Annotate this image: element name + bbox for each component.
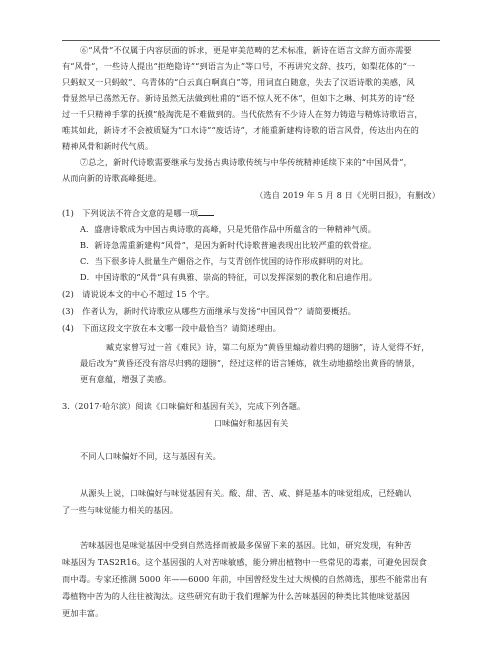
article-para-2-line-1: 从源头上说，口味偏好与味觉基因有关。酸、甜、苦、咸、鲜是基本的味觉组成，已经确认: [80, 488, 412, 498]
para6-line-3: 只蚂蚁又一只蚂蚁”、乌青体的“白云真白啊真白”等，用词直白随意，失去了汉语诗歌的美感，风: [62, 77, 415, 87]
para7-line-1: ⑦总之，新时代诗歌需要继承与发扬古典诗歌传统与中华传统精神延续下来的“中国风骨”，: [80, 157, 412, 167]
q4-quote-line-2: 最后改为“黄昏还没有溶尽归鸦的翅膀”，经过这样的语言锤炼，就生动地描绘出黄昏的情景，: [80, 358, 421, 368]
option-a: A．盛唐诗歌成为中国古典诗歌的高峰，只是凭借作品中所蕴含的一种精神气质。: [80, 224, 377, 234]
question-1: [62, 207, 214, 219]
article-para-3-line-3: 而中毒。专家还推测 5000 年——6000 年前，中国曾经发生过大规模的自然筛选，那些不能常出有: [62, 574, 428, 584]
q4-quote-line-3: 更有意蕴，增强了美感。: [80, 374, 172, 384]
article-para-3-line-5: 更加丰富。: [62, 608, 104, 618]
para6-line-1: ⑥“风骨”不仅属于内容层面的诉求，更是审美范畴的艺术标准，新诗在语言文辞方面亦需要: [80, 45, 412, 55]
para6-line-7: 精神风骨和新时代气质。: [62, 141, 154, 151]
question-3: (3) 作者认为，新时代诗歌应从哪些方面继承与发扬“中国风骨”？请简要概括。: [62, 306, 356, 316]
option-d: D．中国诗歌的“风骨”具有典雅、崇高的特征，可以发挥深刻的教化和启迪作用。: [80, 272, 378, 282]
question-4: (4) 下面这段文字放在本文哪一段中最恰当？请简述理由。: [62, 323, 282, 333]
article-title: 口味偏好和基因有关: [213, 418, 289, 428]
para6-line-2: 有“风骨”，一些诗人提出“拒绝隐诗”“到语言为止”等口号，不再讲究文辞、技巧，如梨花体的“一: [62, 61, 416, 71]
article-para-3-line-4: 毒植物中苦为的人往往被淘汰。这些研究有助于我们理解为什么苦味基因的种类比其他味觉基因: [62, 591, 411, 601]
article-para-3-line-2: 味基因为 TAS2R16。这个基因强的人对苦味敏感，能分辨出植物中一些常见的毒素，可避免因误食: [62, 557, 427, 567]
option-b: B．新诗急需重新建构“风骨”，是因为新时代诗歌普遍表现出比较严重的软骨症。: [80, 240, 377, 250]
source-citation: （选自 2019 年 5 月 8 日《光明日报》，有删改）: [255, 190, 440, 200]
para7-line-2: 从而向新的诗歌高峰挺进。: [62, 173, 162, 183]
para6-line-6: 唯其如此，新诗才不会被质疑为“口水诗”“废话诗”，才能重新建构诗歌的语言风骨，传达出内在的: [62, 125, 419, 135]
para6-line-5: 过一千只精神手掌的抚摸”般淘洗是不难做到的。当代依然有不少诗人在努力铸造与精炼诗歌语言，: [62, 109, 423, 119]
question-2: (2) 请说说本文的中心不超过 15 个字。: [62, 289, 215, 299]
question-1-stem: (1) 下列说法不符合文意的是哪一项: [62, 208, 199, 218]
para6-line-4: 骨显然早已荡然无存。新诗虽然无法做到杜甫的“语不惊人死不休”，但如卞之琳、何其芳的诗“经: [62, 93, 415, 103]
article-para-1: 不同人口味偏好不同，这与基因有关。: [80, 451, 221, 461]
answer-blank[interactable]: [198, 207, 214, 216]
item-3-heading: 3.（2017·哈尔滨）阅读《口味偏好和基因有关》，完成下列各题。: [62, 401, 306, 411]
q4-quote-line-1: 臧克家曾写过一首《难民》诗，第二句原为“黄昏里煽动着归鸦的翅膀”，诗人觉得不好，: [106, 342, 430, 352]
article-para-2-line-2: 了一些与味觉能力相关的基因。: [62, 505, 179, 515]
header-rule: [62, 40, 440, 41]
option-c: C．当下很多诗人批量生产媚俗之作，与艾青创作忧国的诗作形成鲜明的对比。: [80, 256, 369, 266]
article-para-3-line-1: 苦味基因也是味觉基因中受到自然选择而被最多保留下来的基因。比如，研究发现，有种苦: [80, 540, 412, 550]
